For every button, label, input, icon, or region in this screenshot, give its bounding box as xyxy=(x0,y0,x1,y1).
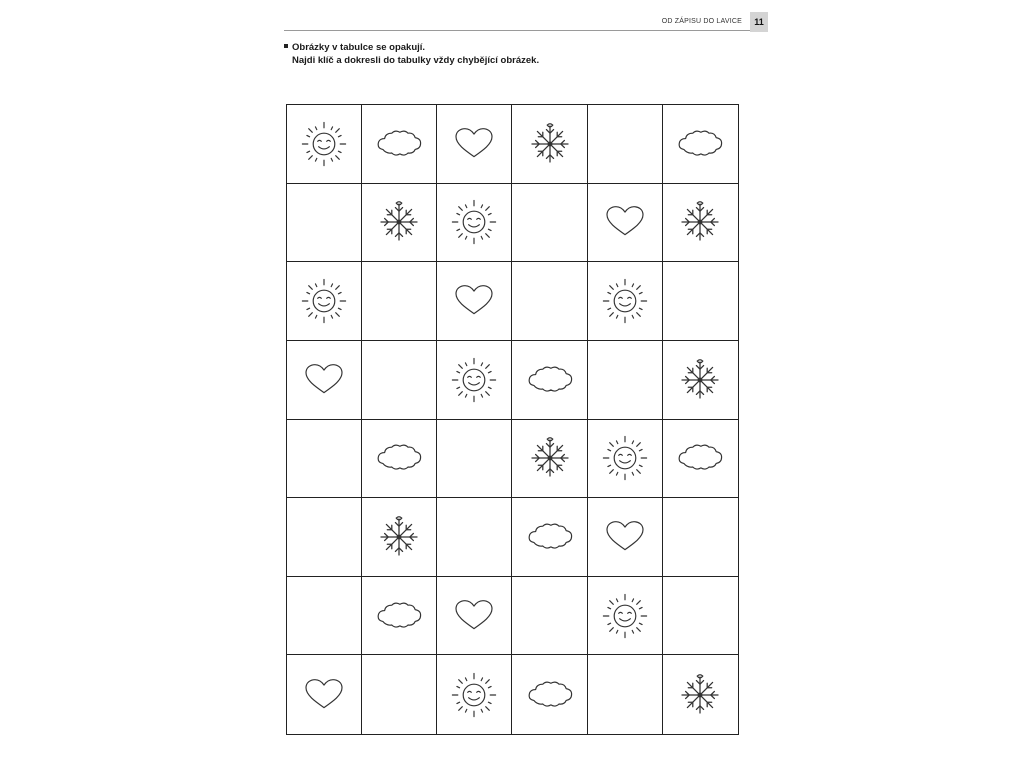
snowflake-icon xyxy=(673,195,727,249)
grid-cell xyxy=(287,655,362,734)
grid-cell xyxy=(588,341,663,420)
grid-cell xyxy=(362,105,437,184)
grid-cell xyxy=(287,262,362,341)
grid-cell xyxy=(362,577,437,656)
page-number: 11 xyxy=(750,12,768,32)
grid-cell xyxy=(362,341,437,420)
grid-cell xyxy=(663,184,738,263)
cloud-icon xyxy=(372,117,426,171)
grid-cell xyxy=(588,105,663,184)
grid-cell xyxy=(437,105,512,184)
heart-icon xyxy=(447,589,501,643)
sun-icon xyxy=(598,274,652,328)
grid-cell xyxy=(588,498,663,577)
grid-cell xyxy=(512,341,587,420)
cloud-icon xyxy=(523,668,577,722)
snowflake-icon xyxy=(372,195,426,249)
heart-icon xyxy=(598,195,652,249)
heart-icon xyxy=(447,117,501,171)
grid-cell xyxy=(437,262,512,341)
grid-cell xyxy=(437,577,512,656)
grid-cell xyxy=(512,577,587,656)
grid-cell xyxy=(362,498,437,577)
cloud-icon xyxy=(523,353,577,407)
bullet-icon xyxy=(284,44,288,48)
grid-cell xyxy=(663,262,738,341)
sun-icon xyxy=(598,589,652,643)
grid-cell xyxy=(362,655,437,734)
grid-cell xyxy=(512,420,587,499)
instruction-line-1 xyxy=(284,41,539,54)
grid-cell xyxy=(512,184,587,263)
instruction-text-2: Najdi klíč a dokresli do tabulky vždy chybějící obrázek. xyxy=(292,55,540,66)
task-instructions xyxy=(284,41,539,67)
snowflake-icon xyxy=(523,117,577,171)
snowflake-icon xyxy=(372,510,426,564)
snowflake-icon xyxy=(523,431,577,485)
grid-cell xyxy=(287,498,362,577)
grid-cell xyxy=(287,577,362,656)
grid-cell xyxy=(437,420,512,499)
grid-cell xyxy=(512,262,587,341)
grid-cell xyxy=(287,184,362,263)
grid-cell xyxy=(588,420,663,499)
grid-cell xyxy=(588,262,663,341)
cloud-icon xyxy=(673,117,727,171)
grid-cell xyxy=(588,655,663,734)
heart-icon xyxy=(598,510,652,564)
snowflake-icon xyxy=(673,668,727,722)
grid-cell xyxy=(437,341,512,420)
grid-cell xyxy=(362,184,437,263)
grid-cell xyxy=(663,577,738,656)
snowflake-icon xyxy=(673,353,727,407)
sun-icon xyxy=(297,274,351,328)
grid-cell xyxy=(512,498,587,577)
grid-cell xyxy=(362,262,437,341)
grid-cell xyxy=(663,341,738,420)
cloud-icon xyxy=(372,589,426,643)
picture-grid xyxy=(286,104,739,735)
sun-icon xyxy=(447,668,501,722)
sun-icon xyxy=(447,195,501,249)
grid-cell xyxy=(663,105,738,184)
section-title: OD ZÁPISU DO LAVICE xyxy=(661,18,742,25)
sun-icon xyxy=(297,117,351,171)
header-rule xyxy=(284,30,750,31)
grid-cell xyxy=(512,655,587,734)
sun-icon xyxy=(598,431,652,485)
grid-cell xyxy=(287,105,362,184)
cloud-icon xyxy=(523,510,577,564)
grid-cell xyxy=(588,577,663,656)
grid-cell xyxy=(287,341,362,420)
grid-cell xyxy=(287,420,362,499)
instruction-text-1: Obrázky v tabulce se opakují. xyxy=(292,42,426,53)
grid-cell xyxy=(437,655,512,734)
cloud-icon xyxy=(673,431,727,485)
grid-cell xyxy=(362,420,437,499)
grid-cell xyxy=(588,184,663,263)
cloud-icon xyxy=(372,431,426,485)
sun-icon xyxy=(447,353,501,407)
grid-cell xyxy=(663,655,738,734)
grid-cell xyxy=(663,498,738,577)
grid-cell xyxy=(437,498,512,577)
grid-cell xyxy=(512,105,587,184)
heart-icon xyxy=(447,274,501,328)
grid-cell xyxy=(663,420,738,499)
heart-icon xyxy=(297,668,351,722)
grid-cell xyxy=(437,184,512,263)
heart-icon xyxy=(297,353,351,407)
